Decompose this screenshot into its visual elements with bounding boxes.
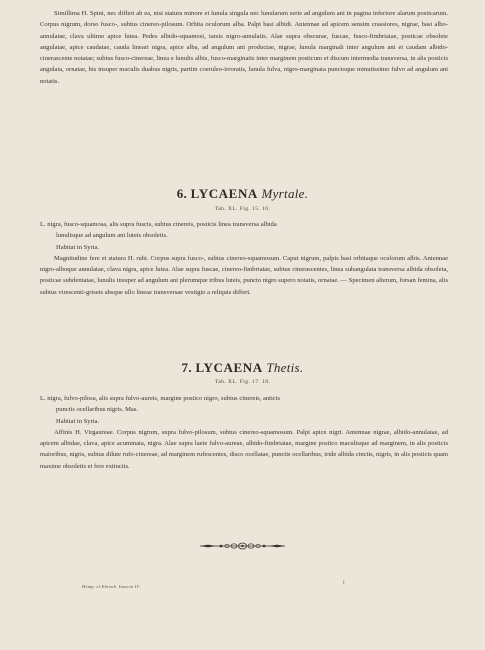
section7-plate: Tab. XL. Fig. 17. 18. — [214, 379, 271, 385]
section7-habitat: Habitat in Syria. — [56, 417, 100, 425]
intro-block — [40, 8, 448, 87]
section6-block — [40, 219, 448, 298]
footer-signature: Hemp. et Ehrenb. Insecta IV. — [82, 584, 141, 589]
section7-diagnosis-2: punctis ocellaribus nigris. Mas. — [56, 406, 139, 414]
section7-number: 7. — [181, 360, 192, 375]
section6-genus: LYCAENA — [190, 186, 258, 201]
section7-description: Affinis H. Virgaureae. Corpus nigrum, supra fulvo-pilosum, subtus cinereo-squamosum. Palpi apice nigri. Antennae nigrae, albido-annulatae, ad apicem albidae, clava, apice acuminata, nigra. Alae supra laete fulvo-aureae, albido-fimbriatae, margine postico maculisque ad marginem, in alis posticis maioribus, nigris, subtus dilute rufo-cinereae, ad marginem rufescentes, disco ocellatae, punctis ocellaribus, iride albida cinctis, nigris, in alis posticis quam maxime obsoletis et fere extinctis. — [40, 428, 448, 470]
section6-description: Magnitudine fere et statura H. rubi. Corpus supra fusco-, subtus cinereo-squamosum. Caput nigrum, palpis basi orbitaque oculorum albis. Antennae nigro-alboque annulatae, clava nigra, apice lutea. Alae supra fuscae, cinereo-fimbriatae, subtus cinerascentes, linea subangulata transversa albida obsoleta, posticae subdentatae, lunulis insuper ad angulum ani plerumque tribus luteis, puncto nigro supero notatis, ornatae. — Specimen alterum, forsan femina, alis subtus virescenti-griseis absque ullo lineae transversae vestigio a reliquis differt. — [40, 254, 448, 296]
section7-genus: LYCAENA — [195, 360, 263, 375]
page-mark: f — [343, 581, 345, 586]
section7-species: Thetis. — [266, 360, 304, 375]
section6-diagnosis-2: lunulisque ad angulum ani luteis obsoletis. — [56, 232, 168, 240]
section6-description-paragraph — [40, 253, 448, 298]
section6-diagnosis-1: L. nigra, fusco-squamosa, alis supra fuscis, subtus cinereis, posticis linea transversa albida — [40, 221, 277, 228]
section6-species: Myrtale. — [261, 186, 309, 201]
section6-habitat: Habitat in Syria. — [56, 243, 100, 251]
section7-diagnosis-1: L. nigra, fulvo-pilosa, alis supra fulvo-aureis, margine postico nigro, subtus cinereis, anticis — [40, 395, 281, 402]
section6-plate: Tab. XL. Fig. 15. 16. — [214, 206, 271, 212]
section6-number: 6. — [176, 186, 188, 201]
section7-description-paragraph — [40, 427, 448, 472]
section6-title — [0, 186, 485, 202]
intro-paragraph — [40, 8, 448, 87]
ornament-divider-icon — [200, 541, 285, 551]
intro-text: Simillima H. Spini, nec differt ab ea, nisi statura minore et lunula singula nec lunularum serie ad angulum ani in pagina inferiore alarum posticarum. Corpus nigrum, dorso fusco-, subtus cinereo-pilosum. Orbita oculorum alba. Palpi basi albidi. Antennae ad apicem sensim crassiores, nigrae, basi albo-annulatae, clava ultimo apice lutea. Pedes albido-squamosi, tarsis nigro-annulatis. Alae supra obscurae, fuscae, fusco-fimbriatae, posticae obsolete angulatae, apice caudatae, cauda lineari nigra, apice alba, ad angulum ani productae, nigrae, lunula marginali inter angulum ani et caudam albido-cinerascente notatae; subtus fusco-cinereae, linea e lunulis albis, fusco-marginatis inter marginem posticum et discum intermedia transversa, in alis posticis angulata, ornatae, his insuper maculis duabus nigris, partim coeruleo-irroratis, lunula fulva, nigro-marginata punctoque minutissimo fulvo ad angulum ani notatis. — [40, 10, 448, 85]
section7-title — [0, 360, 485, 376]
section7-block — [40, 393, 448, 472]
